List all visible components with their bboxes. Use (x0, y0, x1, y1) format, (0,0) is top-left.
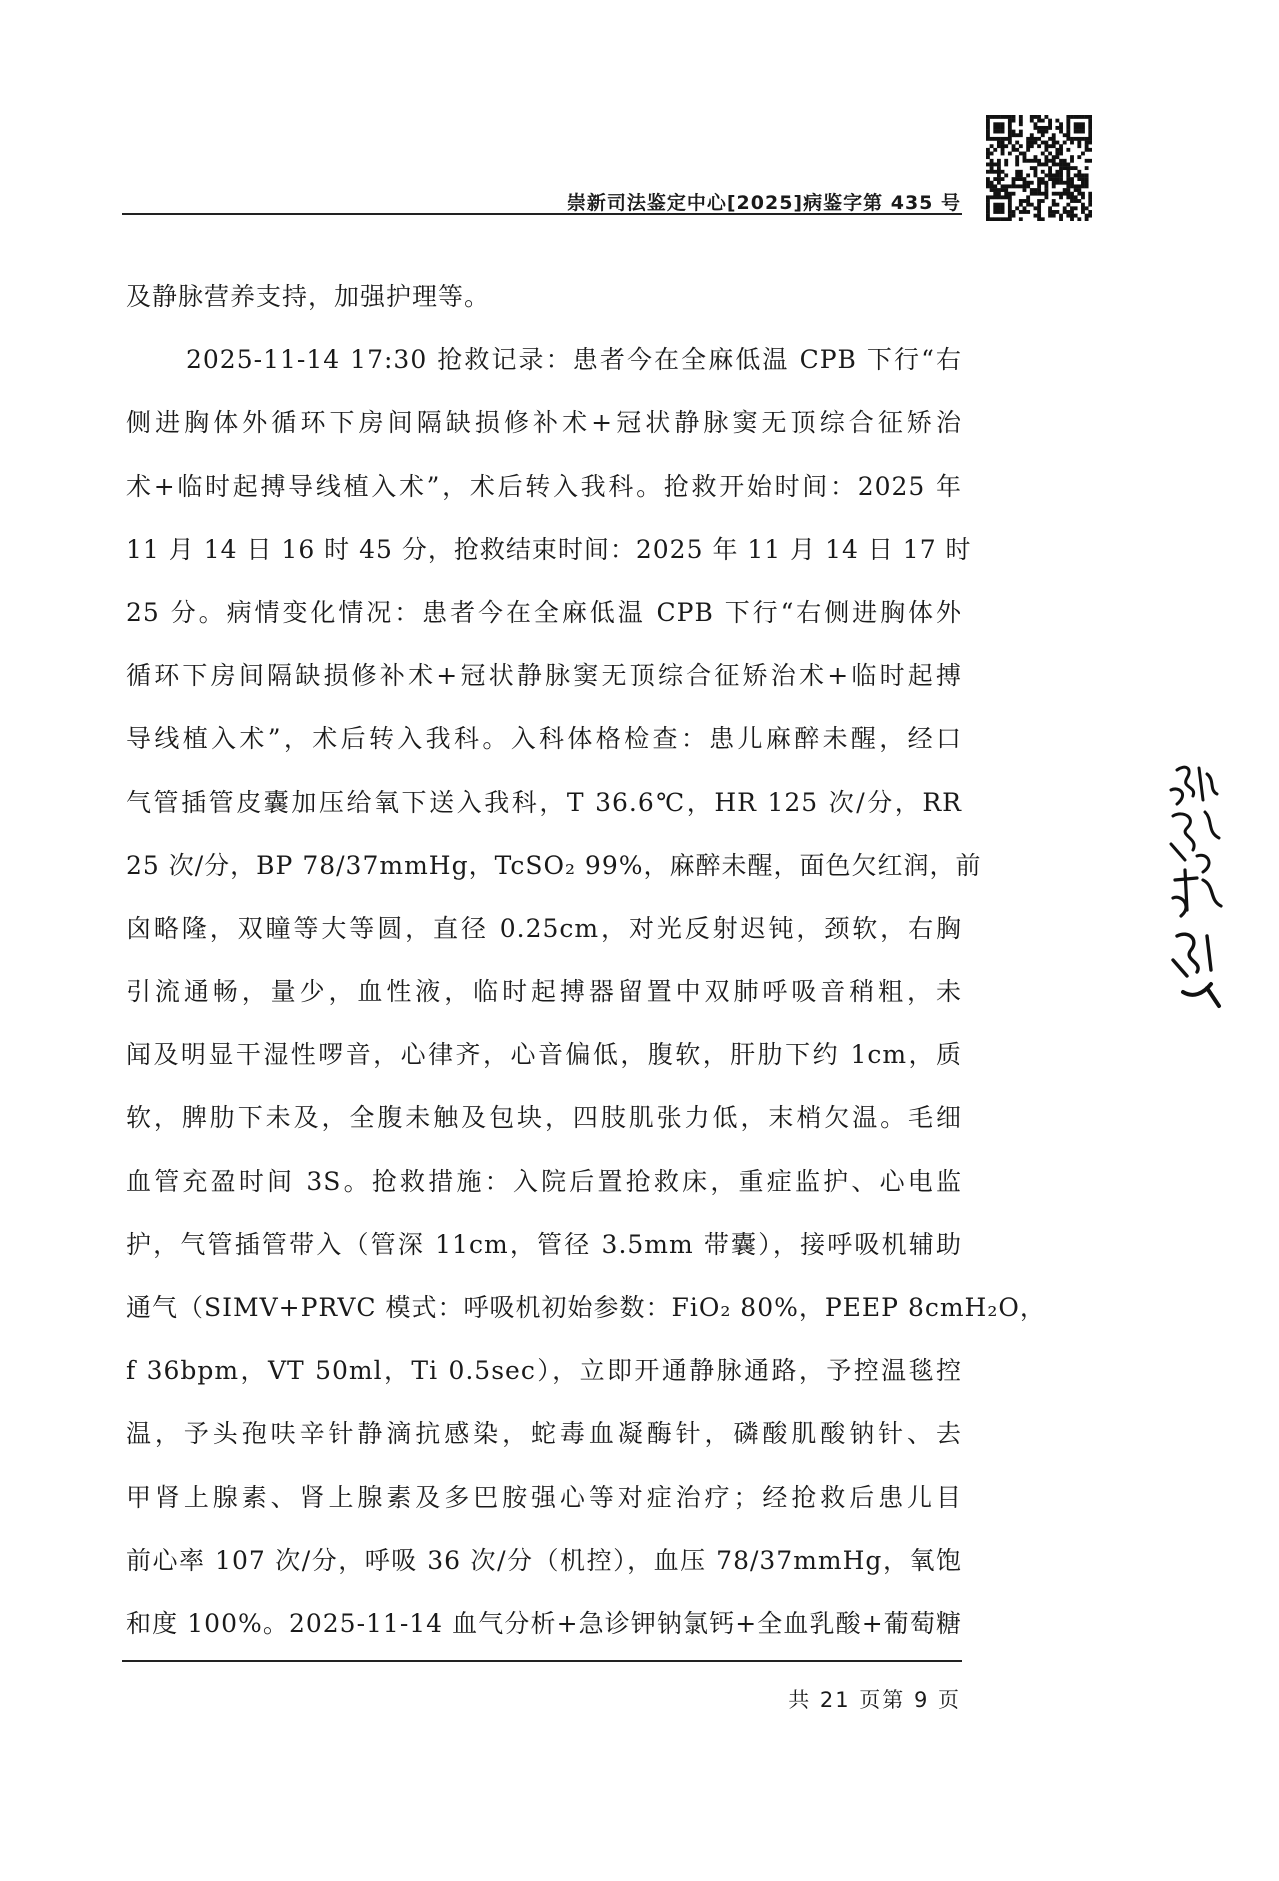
qr-code-icon (986, 115, 1092, 221)
body-line: 闻及明显干湿性啰音，心律齐，心音偏低，腹软，肝肋下约 1cm，质 (126, 1040, 962, 1070)
header-rule (122, 213, 962, 215)
body-line: 25 次/分，BP 78/37mmHg，TcSO₂ 99%，麻醉未醒，面色欠红润，前 (126, 850, 982, 880)
document-body (126, 265, 1046, 1655)
page-number: 共 21 页第 9 页 (788, 1688, 961, 1712)
body-line: 2025-11-14 17:30 抢救记录：患者今在全麻低温 CPB 下行“右 (186, 345, 962, 375)
document-reference-number: 崇新司法鉴定中心[2025]病鉴字第 435 号 (566, 192, 961, 214)
body-line: 甲肾上腺素、肾上腺素及多巴胺强心等对症治疗；经抢救后患儿目 (126, 1482, 962, 1512)
body-line: 11 月 14 日 16 时 45 分，抢救结束时间：2025 年 11 月 14 日 17 时 (126, 534, 972, 564)
body-line: 导线植入术”，术后转入我科。入科体格检查：患儿麻醉未醒，经口 (126, 724, 962, 754)
body-line: 软，脾肋下未及，全腹未触及包块，四肢肌张力低，末梢欠温。毛细 (126, 1103, 962, 1133)
body-line: 通气（SIMV+PRVC 模式：呼吸机初始参数：FiO₂ 80%，PEEP 8cmH₂O， (126, 1293, 1046, 1322)
body-line: 血管充盈时间 3S。抢救措施：入院后置抢救床，重症监护、心电监 (126, 1166, 962, 1196)
body-line: 囟略隆，双瞳等大等圆，直径 0.25cm，对光反射迟钝，颈软，右胸 (126, 913, 962, 943)
body-line: f 36bpm，VT 50ml，Ti 0.5sec），立即开通静脉通路，予控温毯控 (126, 1356, 962, 1386)
body-line: 护，气管插管带入（管深 11cm，管径 3.5mm 带囊），接呼吸机辅助 (126, 1229, 962, 1259)
body-line: 前心率 107 次/分，呼吸 36 次/分（机控），血压 78/37mmHg，氧饱 (126, 1545, 962, 1575)
body-line: 气管插管皮囊加压给氧下送入我科，T 36.6℃，HR 125 次/分，RR (126, 787, 962, 817)
body-line: 侧进胸体外循环下房间隔缺损修补术+冠状静脉窦无顶综合征矫治 (126, 408, 962, 438)
body-line: 和度 100%。2025-11-14 血气分析+急诊钾钠氯钙+全血乳酸+葡萄糖 (126, 1608, 962, 1638)
handwritten-signature (1163, 760, 1233, 1020)
body-line: 循环下房间隔缺损修补术+冠状静脉窦无顶综合征矫治术+临时起搏 (126, 661, 962, 691)
body-line: 25 分。病情变化情况：患者今在全麻低温 CPB 下行“右侧进胸体外 (126, 597, 962, 627)
body-line: 术+临时起搏导线植入术”，术后转入我科。抢救开始时间：2025 年 (126, 471, 962, 501)
body-line: 及静脉营养支持，加强护理等。 (126, 282, 491, 311)
body-line: 引流通畅，量少，血性液，临时起搏器留置中双肺呼吸音稍粗，未 (126, 977, 962, 1007)
body-line: 温，予头孢呋辛针静滴抗感染，蛇毒血凝酶针，磷酸肌酸钠针、去 (126, 1419, 962, 1449)
footer-rule (122, 1660, 962, 1662)
